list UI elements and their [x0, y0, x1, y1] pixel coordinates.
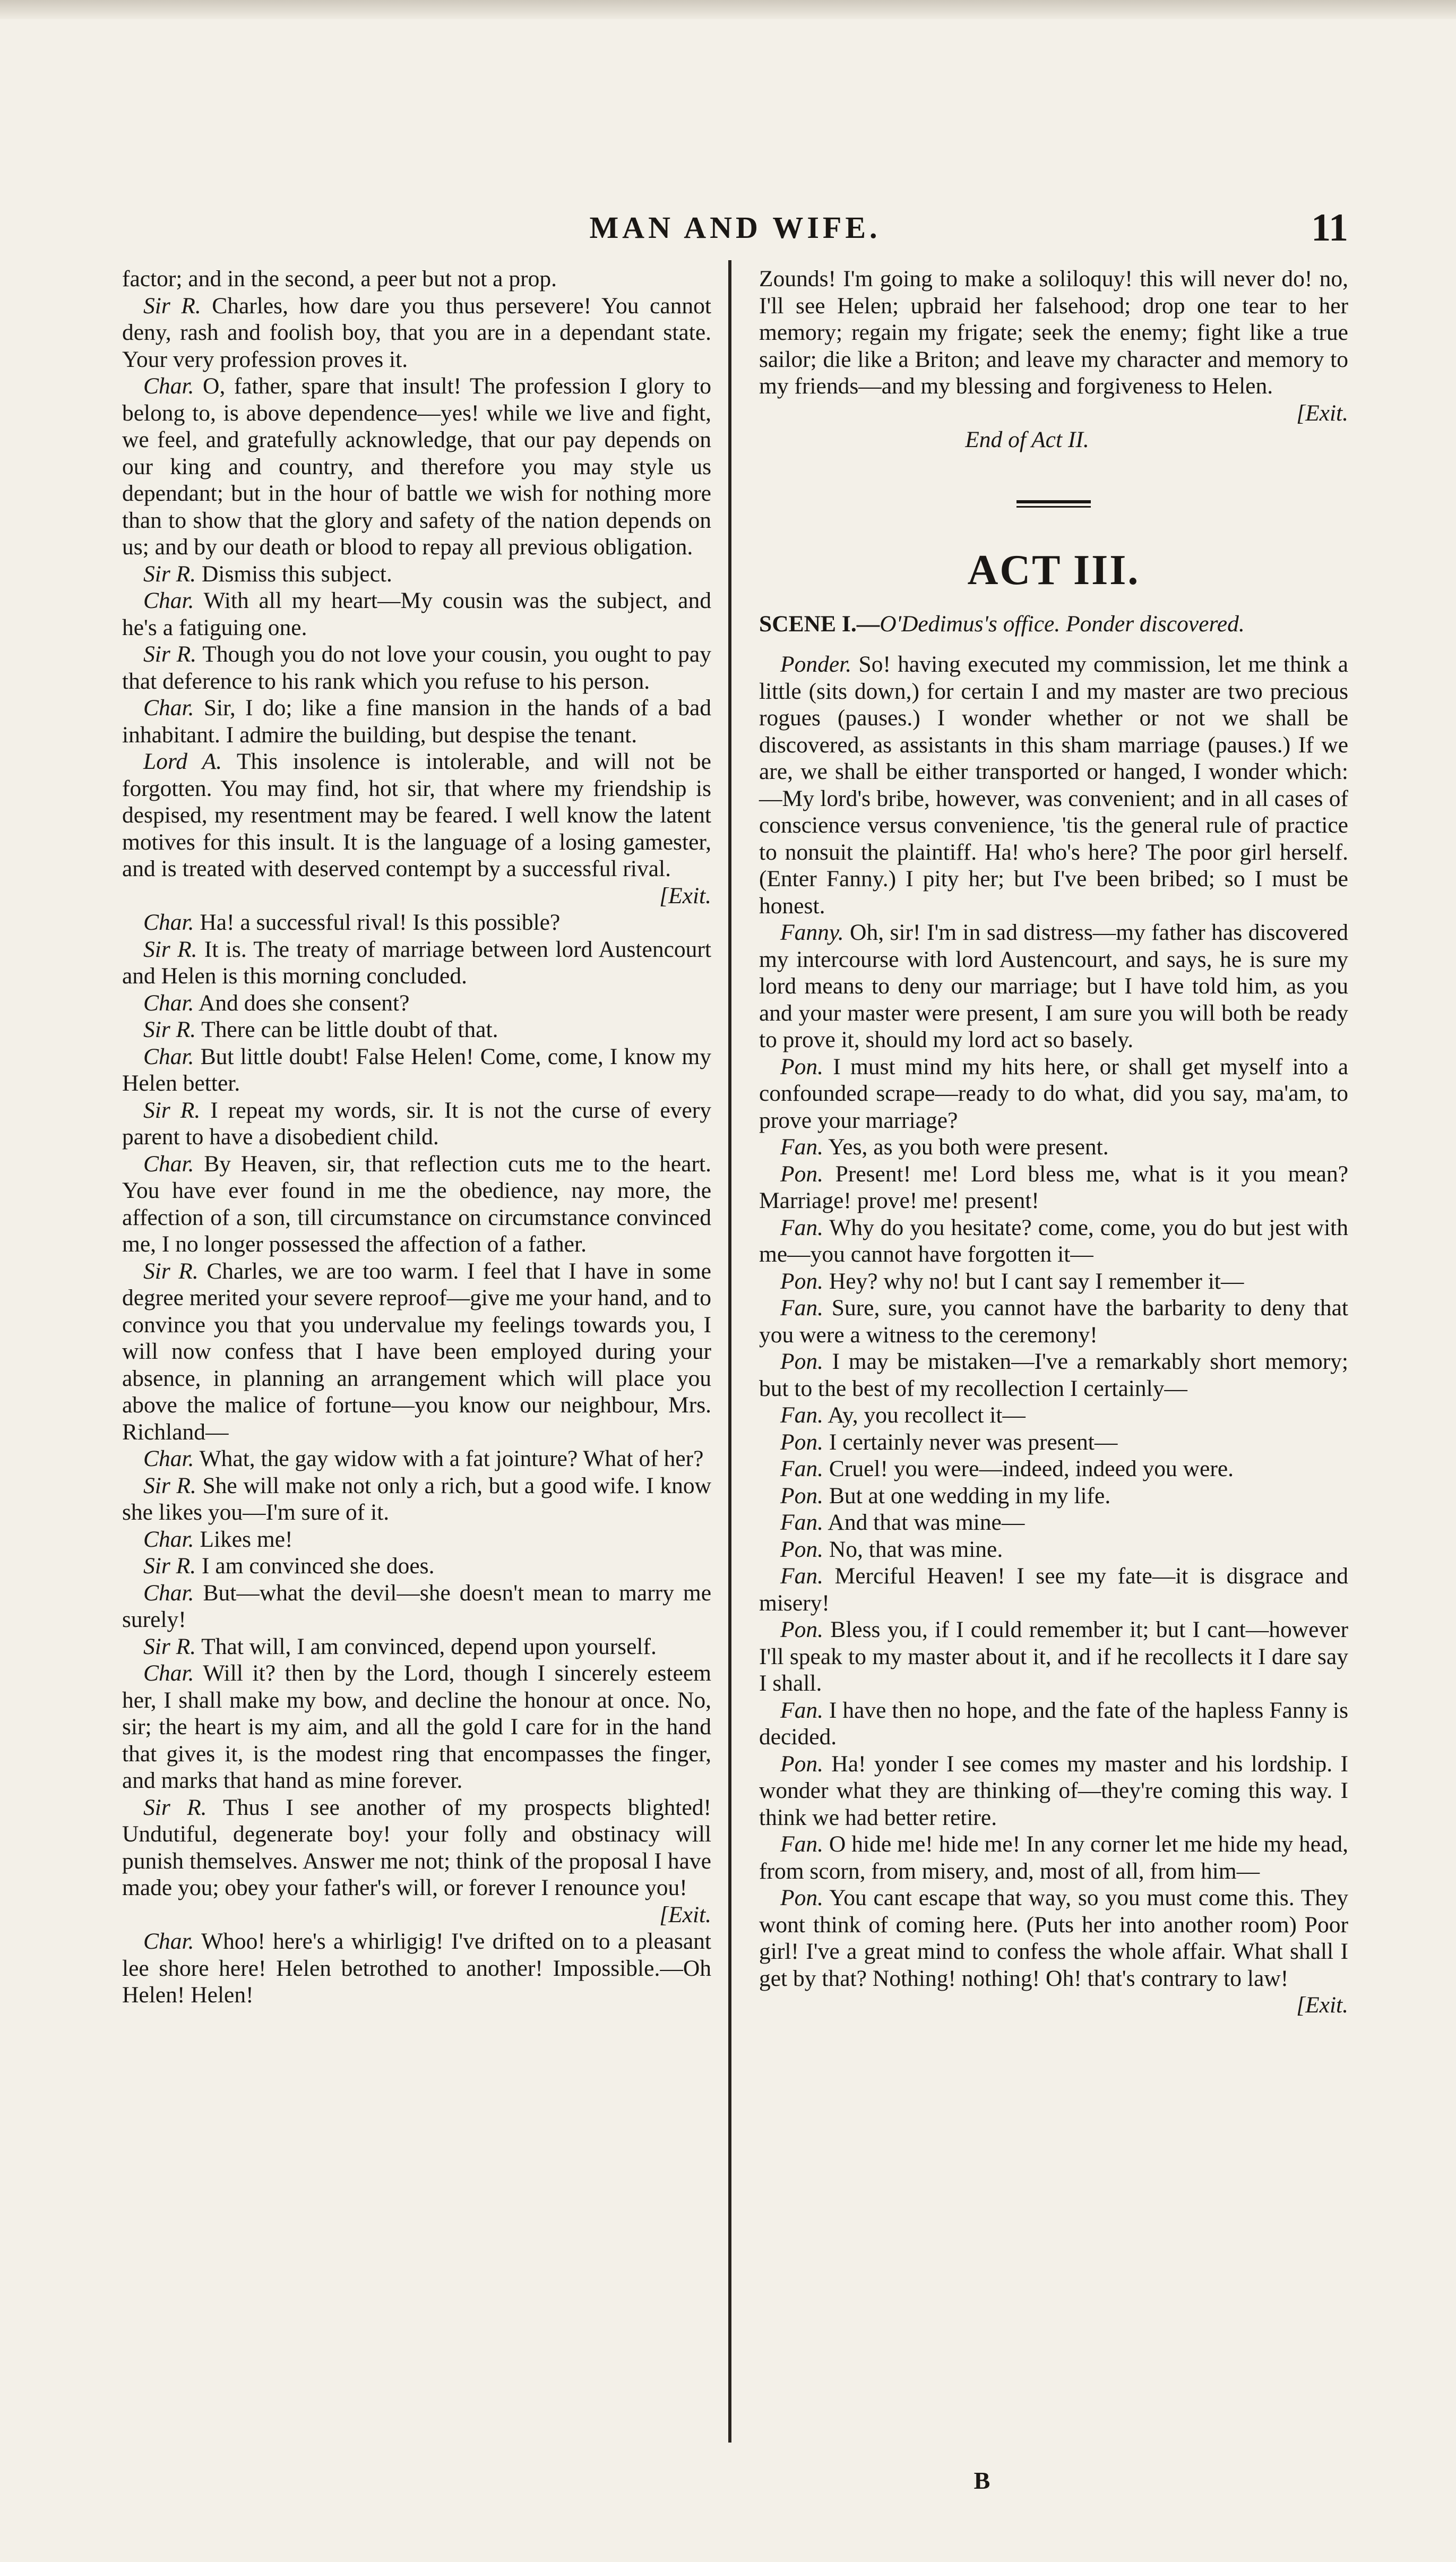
speaker-name: Sir R.: [143, 1794, 207, 1820]
speech-text: Will it? then by the Lord, though I sincerely esteem her, I shall make my bow, and decline the honour at once. No, sir; the heart is my aim, and all the gold I care for in the hand that gives it, is the modest ring that encompasses the finger, and marks that hand as mine forever.: [122, 1660, 711, 1793]
speech-text: Charles, how dare you thus persevere! You cannot deny, rash and foolish boy, that you are in a dependant state. Your very profession proves it.: [122, 293, 711, 372]
speaker-name: Fan.: [780, 1831, 823, 1857]
speech: [759, 1214, 1348, 1268]
speech: [122, 1151, 711, 1258]
right-column: [759, 265, 1348, 2019]
act-end-line: End of Act II.: [965, 427, 1089, 452]
speech-text: Thus I see another of my prospects blighted! Undutiful, degenerate boy! your folly and obstinacy will punish themselves. Answer me not; think of the proposal I have made you; obey your father's will, or forever I renounce you!: [122, 1794, 711, 1900]
speech: [759, 1053, 1348, 1134]
scene-description: O'Dedimus's office. Ponder discovered.: [880, 611, 1245, 637]
speaker-name: Ponder.: [780, 652, 852, 677]
speech-text: Cruel! you were—indeed, indeed you were.: [823, 1456, 1234, 1481]
speech-text: That will, I am convinced, depend upon yourself.: [196, 1633, 657, 1659]
speech-text: Sure, sure, you cannot have the barbarity to deny that you were a witness to the ceremony!: [759, 1295, 1348, 1348]
speaker-name: Pon.: [780, 1536, 823, 1562]
speech-text: I am convinced she does.: [196, 1553, 435, 1579]
speaker-name: Char.: [143, 1043, 194, 1069]
speech: [759, 1831, 1348, 1884]
speech-text: Likes me!: [194, 1526, 293, 1552]
speech-text: And does she consent?: [194, 990, 410, 1016]
speaker-name: Fan.: [780, 1402, 823, 1428]
speech-text: Yes, as you both were present.: [823, 1134, 1109, 1160]
speaker-name: Char.: [143, 373, 194, 399]
speech: [122, 373, 711, 561]
speaker-name: Pon.: [780, 1751, 823, 1777]
speech: [122, 1097, 711, 1151]
speech: [759, 919, 1348, 1053]
speaker-name: Sir R.: [143, 1017, 196, 1042]
speech-text: Present! me! Lord bless me, what is it you mean? Marriage! prove! me! present!: [759, 1161, 1348, 1213]
speech: [122, 936, 711, 990]
speaker-name: Sir R.: [143, 1472, 196, 1498]
speech-text: I repeat my words, sir. It is not the curse of every parent to have a disobedient child.: [122, 1097, 711, 1150]
speech: [759, 1884, 1348, 1992]
speaker-name: Pon.: [780, 1617, 823, 1642]
stage-exit: [Exit.: [659, 882, 711, 909]
speech: [122, 1445, 711, 1472]
speaker-name: Pon.: [780, 1053, 823, 1079]
speaker-name: Fan.: [780, 1563, 823, 1589]
speaker-name: Pon.: [780, 1885, 823, 1910]
stage-exit: [Exit.: [1296, 1992, 1348, 2018]
speech-text: By Heaven, sir, that reflection cuts me to the heart. You have ever found in me the obedience, nay more, the affection of a son, till circumstance on circumstance convinced me, I no longer possessed the affection of a father.: [122, 1151, 711, 1257]
speaker-name: Sir R.: [143, 1097, 201, 1123]
speech: [759, 1429, 1348, 1456]
speaker-name: Fan.: [780, 1510, 823, 1535]
speech: [122, 1794, 711, 1901]
act-title: ACT III.: [967, 546, 1140, 594]
speech: [122, 1016, 711, 1043]
right-column-dialogue: [759, 651, 1348, 2019]
speech-text: O hide me! hide me! In any corner let me hide my head, from scorn, from misery, and, most of all, from him—: [759, 1831, 1348, 1884]
speech: [759, 1509, 1348, 1536]
speech-text: With all my heart—My cousin was the subject, and he's a fatiguing one.: [122, 588, 711, 640]
speaker-name: Pon.: [780, 1483, 823, 1509]
speech: [759, 1134, 1348, 1161]
stage-exit: [Exit.: [1296, 400, 1348, 426]
speaker-name: Char.: [143, 1526, 194, 1552]
speech-text: Though you do not love your cousin, you ought to pay that deference to his rank which you refuse to his person.: [122, 641, 711, 694]
speech-text: Merciful Heaven! I see my fate—it is disgrace and misery!: [759, 1563, 1348, 1616]
speech: [759, 1616, 1348, 1697]
speech: [759, 651, 1348, 919]
speech-text: It is. The treaty of marriage between lord Austencourt and Helen is this morning concluded.: [122, 936, 711, 989]
speech-text: Charles, we are too warm. I feel that I have in some degree merited your severe reproof—give me your hand, and to convince you that you undervalue my feelings towards you, I will now confess that I have been employed during your absence, in planning an arrangement which will place you above the malice of fortune—you know our neighbour, Mrs. Richland—: [122, 1258, 711, 1445]
speech: [122, 748, 711, 882]
speech-text: There can be little doubt of that.: [196, 1017, 498, 1042]
speech-text: Hey? why no! but I cant say I remember it—: [823, 1268, 1244, 1294]
speech: [759, 1455, 1348, 1483]
speech-text: I may be mistaken—I've a remarkably short memory; but to the best of my recollection I certainly—: [759, 1349, 1348, 1401]
speech-text: But little doubt! False Helen! Come, come, I know my Helen better.: [122, 1043, 711, 1096]
speaker-name: Fan.: [780, 1214, 823, 1240]
speech: [122, 1553, 711, 1580]
speaker-name: Fan.: [780, 1456, 823, 1481]
speaker-name: Pon.: [780, 1349, 823, 1374]
speaker-name: Sir R.: [143, 1633, 196, 1659]
speech-text: Bless you, if I could remember it; but I cant—however I'll speak to my master about it, and if he recollects it I dare say I shall.: [759, 1617, 1348, 1696]
speech-text: I must mind my hits here, or shall get myself into a confounded scrape—ready to do what, did you say, ma'am, to prove your marriage?: [759, 1053, 1348, 1133]
speech-text: No, that was mine.: [823, 1536, 1003, 1562]
left-column: [122, 265, 711, 2009]
speech-text: You cant escape that way, so you must come this. They wont think of coming here. (Puts her into another room) Poor girl! I've a great mind to confess the whole affair. What shall I get by that? Nothing! nothing! Oh! that's contrary to law!: [759, 1885, 1348, 1991]
speaker-name: Char.: [143, 695, 194, 721]
continued-speech: Zounds! I'm going to make a soliloquy! this will never do! no, I'll see Helen; upbraid her falsehood; drop one tear to her memory; regain my frigate; seek the enemy; fight like a true sailor; die like a Briton; and leave my character and memory to my friends—and my blessing and forgiveness to Helen.: [759, 266, 1348, 399]
speaker-name: Pon.: [780, 1161, 823, 1187]
speaker-name: Fanny.: [780, 920, 844, 945]
speech-text: But—what the devil—she doesn't mean to marry me surely!: [122, 1580, 711, 1632]
speech: [122, 1633, 711, 1660]
speech-text: Sir, I do; like a fine mansion in the hands of a bad inhabitant. I admire the building, but despise the tenant.: [122, 695, 711, 748]
speech: [759, 1161, 1348, 1214]
speech-text: O, father, spare that insult! The profession I glory to belong to, is above dependence—yes! while we live and fight, we feel, and gratefully acknowledge, that our pay depends on our king and country, and therefore you may style us dependant; but in the hour of battle we wish for nothing more than to show that the glory and safety of the nation depends on us; and by our death or blood to repay all previous obligation.: [122, 373, 711, 560]
speaker-name: Pon.: [780, 1268, 823, 1294]
speech-text: Ha! a successful rival! Is this possible?: [194, 910, 561, 935]
scene-label: SCENE I.—: [759, 611, 880, 637]
speech: [122, 695, 711, 748]
speech-text: She will make not only a rich, but a good wife. I know she likes you—I'm sure of it.: [122, 1472, 711, 1525]
speech: [122, 990, 711, 1017]
speech: [759, 1483, 1348, 1510]
speaker-name: Sir R.: [143, 641, 197, 667]
speech: [122, 1526, 711, 1553]
right-column-top: [759, 265, 1348, 426]
speaker-name: Sir R.: [143, 936, 197, 962]
speaker-name: Sir R.: [143, 293, 201, 319]
column-divider: [728, 260, 731, 2443]
speaker-name: Fan.: [780, 1295, 823, 1321]
speaker-name: Char.: [143, 910, 194, 935]
speech-text: And that was mine—: [823, 1510, 1025, 1535]
speech-text: Ha! yonder I see comes my master and his lordship. I wonder what they are thinking of—they're coming this way. I think we had better retire.: [759, 1751, 1348, 1830]
speech: [122, 909, 711, 936]
speech-text: Whoo! here's a whirligig! I've drifted on to a pleasant lee shore here! Helen betrothed to another! Impossible.—Oh Helen! Helen!: [122, 1929, 711, 2008]
speech: [759, 1402, 1348, 1429]
speech: [122, 1043, 711, 1097]
speech: [122, 1258, 711, 1446]
speaker-name: Char.: [143, 588, 194, 613]
scene-heading: [759, 611, 1348, 638]
page-header: [122, 206, 1348, 258]
speech-text: I certainly never was present—: [823, 1429, 1118, 1455]
speaker-name: Fan.: [780, 1697, 823, 1723]
speech: [122, 1580, 711, 1633]
speech: [122, 1472, 711, 1526]
speaker-name: Char.: [143, 1151, 194, 1177]
stage-exit: [Exit.: [659, 1901, 711, 1927]
speaker-name: Char.: [143, 1660, 194, 1686]
speech-text: I have then no hope, and the fate of the hapless Fanny is decided.: [759, 1697, 1348, 1750]
continued-speech: factor; and in the second, a peer but not a prop.: [122, 266, 557, 292]
speech: [759, 1563, 1348, 1616]
speech: [122, 293, 711, 373]
speaker-name: Char.: [143, 1446, 194, 1471]
speech: [759, 1268, 1348, 1295]
speaker-name: Sir R.: [143, 561, 196, 587]
speech-text: Dismiss this subject.: [196, 561, 392, 587]
speech-text: So! having executed my commission, let me think a little (sits down,) for certain I and my master are two precious rogues (pauses.) I wonder whether or not we shall be discovered, as assistants in this sham marriage (pauses.) If we are, we shall be either transported or hanged, I wonder which:—My lord's bribe, however, was convenient; and in all cases of conscience versus convenience, 'tis the general rule of practice to nonsuit the plaintiff. Ha! who's here? The poor girl herself. (Enter Fanny.) I pity her; but I've been bribed; so I must be honest.: [759, 652, 1348, 919]
speech: [122, 561, 711, 588]
speech-text: What, the gay widow with a fat jointure? What of her?: [194, 1446, 704, 1471]
speech-text: Why do you hesitate? come, come, you do but jest with me—you cannot have forgotten it—: [759, 1214, 1348, 1267]
speech: [122, 1928, 711, 2009]
speaker-name: Char.: [143, 1580, 194, 1606]
speech: [759, 1536, 1348, 1563]
speech: [122, 587, 711, 641]
ornament-rule: [1016, 500, 1091, 508]
speech: [122, 641, 711, 695]
speaker-name: Pon.: [780, 1429, 823, 1455]
speech-text: This insolence is intolerable, and will not be forgotten. You may find, hot sir, that where my friendship is despised, my resentment may be feared. I well know the latent motives for this insult. It is the language of a losing gamester, and is treated with deserved contempt by a successful rival.: [122, 749, 711, 881]
speech: [122, 1660, 711, 1794]
signature-mark: B: [973, 2467, 990, 2494]
speech: [759, 1697, 1348, 1751]
speaker-name: Sir R.: [143, 1553, 196, 1579]
speech: [759, 1751, 1348, 1831]
speaker-name: Fan.: [780, 1134, 823, 1160]
speech-text: But at one wedding in my life.: [823, 1483, 1111, 1509]
scan-top-edge: [0, 0, 1456, 19]
speaker-name: Lord A.: [143, 749, 222, 774]
speech-text: Ay, you recollect it—: [823, 1402, 1026, 1428]
speaker-name: Sir R.: [143, 1258, 199, 1284]
running-title: MAN AND WIFE.: [589, 210, 881, 245]
speaker-name: Char.: [143, 1929, 194, 1954]
page-number: 11: [1311, 206, 1348, 250]
speaker-name: Char.: [143, 990, 194, 1016]
speech: [759, 1348, 1348, 1402]
speech-text: Oh, sir! I'm in sad distress—my father has discovered my intercourse with lord Austencourt, and says, he is sure my lord means to deny our marriage; but I have told him, as you and your master were present, I am sure you will both be ready to prove it, should my lord act so basely.: [759, 920, 1348, 1052]
speech: [759, 1295, 1348, 1348]
